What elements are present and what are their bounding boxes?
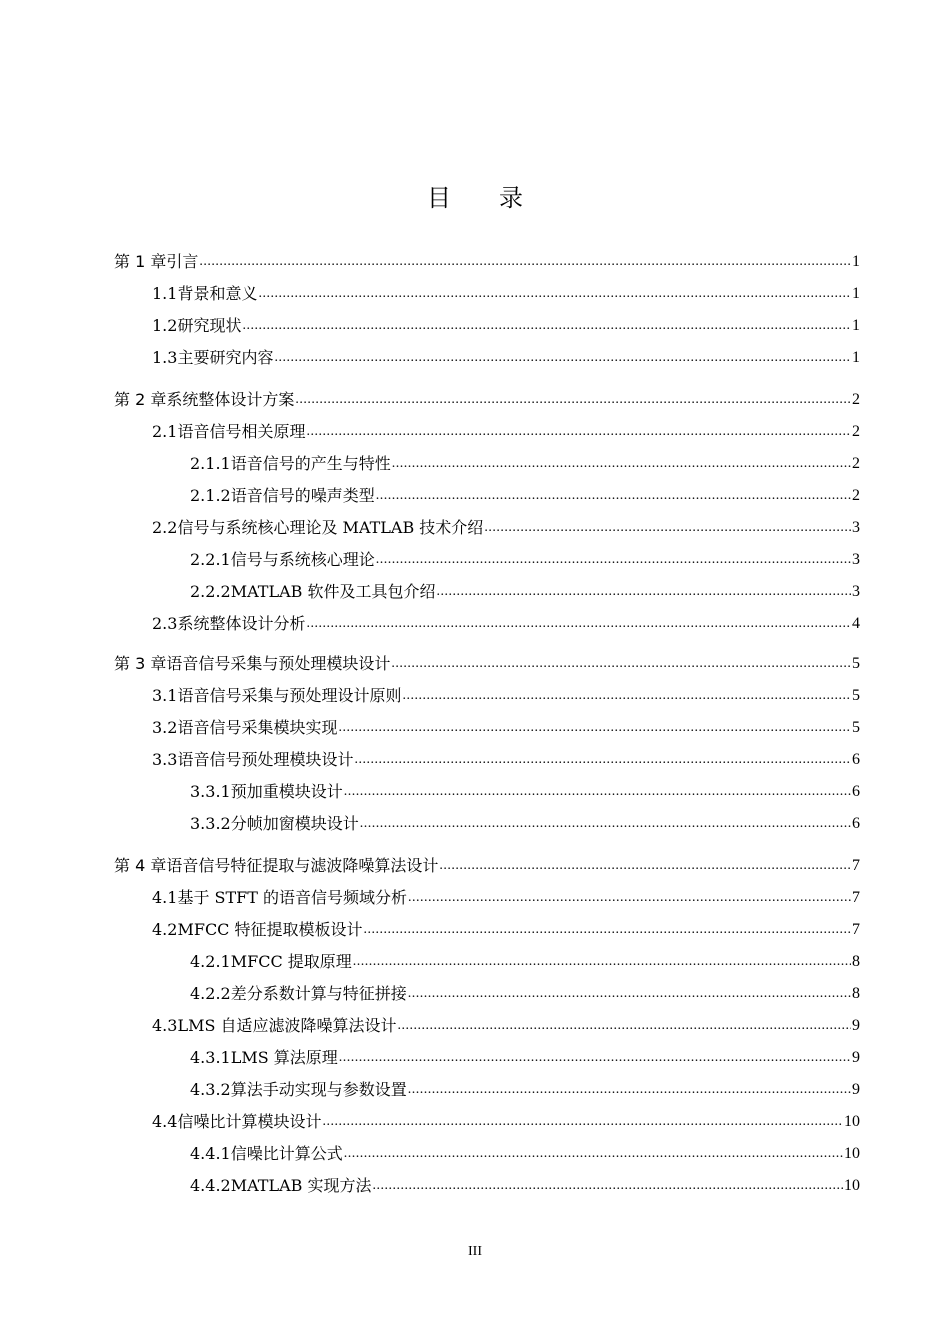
toc-entry-page: 7 <box>852 857 860 874</box>
toc-entry-label: 差分系数计算与特征拼接 <box>230 984 407 1003</box>
toc-entry-page: 5 <box>852 719 860 736</box>
toc-entry-number: 2.1.2 <box>190 486 231 505</box>
toc-entry-number: 4.2.1 <box>190 952 231 971</box>
toc-section-entry[interactable] <box>190 1076 860 1100</box>
toc-section-entry[interactable] <box>190 1140 860 1164</box>
toc-entry-page: 2 <box>852 487 860 504</box>
toc-entry-number: 4.3.2 <box>190 1080 231 1099</box>
toc-entry-number: 第 3 章 <box>114 654 167 673</box>
toc-chapter-entry[interactable] <box>114 248 860 272</box>
toc-dot-leader <box>408 888 851 908</box>
toc-section-entry[interactable] <box>152 610 860 634</box>
toc-entry-page: 3 <box>852 519 860 536</box>
toc-section-entry[interactable] <box>190 450 860 474</box>
toc-entry-page: 10 <box>844 1177 860 1194</box>
toc-entry-page: 9 <box>852 1017 860 1034</box>
toc-entry-page: 1 <box>852 253 860 270</box>
toc-entry-label: 语音信号采集模块实现 <box>177 718 338 737</box>
toc-entry-number: 4.3 <box>152 1016 178 1035</box>
toc-entry-label: MATLAB 实现方法 <box>230 1176 372 1195</box>
toc-entry-label: 信噪比计算公式 <box>230 1144 343 1163</box>
toc-entry-page: 9 <box>852 1049 860 1066</box>
toc-entry-label: MFCC 特征提取模板设计 <box>177 920 363 939</box>
toc-entry-label: 分帧加窗模块设计 <box>230 814 359 833</box>
toc-entry-page: 2 <box>852 423 860 440</box>
toc-entry-page: 7 <box>852 889 860 906</box>
toc-entry-label: 信号与系统核心理论及 MATLAB 技术介绍 <box>177 518 484 537</box>
toc-entry-label: 背景和意义 <box>177 284 258 303</box>
toc-section-entry[interactable] <box>152 884 860 908</box>
toc-entry-label: 信号与系统核心理论 <box>230 550 375 569</box>
toc-section-entry[interactable] <box>190 482 860 506</box>
toc-entry-number: 2.2.2 <box>190 582 231 601</box>
toc-entry-number: 4.4.2 <box>190 1176 231 1195</box>
toc-entry-label: 语音信号相关原理 <box>177 422 306 441</box>
toc-entry-label: 语音信号特征提取与滤波降噪算法设计 <box>166 856 439 875</box>
toc-entry-page: 8 <box>852 953 860 970</box>
toc-dot-leader <box>242 316 851 336</box>
toc-entry-label: MATLAB 软件及工具包介绍 <box>230 582 436 601</box>
toc-entry-page: 1 <box>852 317 860 334</box>
toc-dot-leader <box>344 782 851 802</box>
toc-entry-label: MFCC 提取原理 <box>230 952 352 971</box>
toc-dot-leader <box>391 654 851 674</box>
toc-entry-page: 6 <box>852 783 860 800</box>
toc-entry-number: 3.3.2 <box>190 814 231 833</box>
toc-entry-label: 主要研究内容 <box>177 348 274 367</box>
toc-entry-label: LMS 自适应滤波降噪算法设计 <box>177 1016 397 1035</box>
toc-entry-number: 2.1.1 <box>190 454 231 473</box>
toc-entry-page: 2 <box>852 455 860 472</box>
toc-dot-leader <box>364 920 851 940</box>
toc-entry-number: 3.3 <box>152 750 178 769</box>
toc-section-entry[interactable] <box>152 280 860 304</box>
toc-dot-leader <box>258 284 851 304</box>
toc-entry-page: 1 <box>852 285 860 302</box>
toc-section-entry[interactable] <box>190 546 860 570</box>
toc-entry-number: 4.3.1 <box>190 1048 231 1067</box>
toc-entry-number: 2.2.1 <box>190 550 231 569</box>
toc-section-entry[interactable] <box>190 1044 860 1068</box>
toc-entry-page: 10 <box>844 1145 860 1162</box>
toc-entry-number: 4.1 <box>152 888 178 907</box>
toc-dot-leader <box>408 1080 851 1100</box>
toc-section-entry[interactable] <box>190 578 860 602</box>
toc-section-entry[interactable] <box>152 312 860 336</box>
toc-section-entry[interactable] <box>152 746 860 770</box>
toc-dot-leader <box>306 422 851 442</box>
toc-section-entry[interactable] <box>190 1172 860 1196</box>
toc-dot-leader <box>354 750 851 770</box>
toc-entry-page: 3 <box>852 551 860 568</box>
toc-entry-page: 6 <box>852 815 860 832</box>
toc-entry-number: 4.4 <box>152 1112 178 1131</box>
toc-entry-label: 基于 STFT 的语音信号频域分析 <box>177 888 408 907</box>
toc-entry-page: 2 <box>852 391 860 408</box>
page-number: III <box>468 1244 482 1259</box>
toc-entry-number: 1.2 <box>152 316 178 335</box>
toc-entry-number: 2.1 <box>152 422 178 441</box>
toc-entry-page: 5 <box>852 687 860 704</box>
toc-title-left: 目 <box>427 184 451 212</box>
toc-entry-number: 4.2.2 <box>190 984 231 1003</box>
toc-entry-label: LMS 算法原理 <box>230 1048 338 1067</box>
toc-section-entry[interactable] <box>152 514 860 538</box>
toc-title <box>0 178 950 213</box>
toc-section-entry[interactable] <box>152 1108 860 1132</box>
toc-entry-label: 系统整体设计分析 <box>177 614 306 633</box>
toc-dot-leader <box>199 252 851 272</box>
toc-entry-label: 语音信号采集与预处理模块设计 <box>166 654 391 673</box>
toc-entry-label: 语音信号采集与预处理设计原则 <box>177 686 402 705</box>
toc-entry-label: 语音信号的产生与特性 <box>230 454 391 473</box>
toc-dot-leader <box>439 856 851 876</box>
toc-dot-leader <box>402 686 851 706</box>
toc-dot-leader <box>372 1176 843 1196</box>
toc-section-entry[interactable] <box>152 916 860 940</box>
toc-entry-page: 5 <box>852 655 860 672</box>
toc-section-entry[interactable] <box>190 980 860 1004</box>
toc-section-entry[interactable] <box>190 948 860 972</box>
toc-entry-number: 3.1 <box>152 686 178 705</box>
toc-entry-label: 信噪比计算模块设计 <box>177 1112 322 1131</box>
toc-entry-page: 7 <box>852 921 860 938</box>
toc-entry-number: 第 4 章 <box>114 856 167 875</box>
toc-dot-leader <box>344 1144 843 1164</box>
toc-dot-leader <box>392 454 851 474</box>
toc-section-entry[interactable] <box>152 714 860 738</box>
toc-chapter-entry[interactable] <box>114 650 860 674</box>
toc-dot-leader <box>376 550 851 570</box>
toc-dot-leader <box>338 718 851 738</box>
toc-entry-page: 6 <box>852 751 860 768</box>
toc-dot-leader <box>360 814 851 834</box>
toc-dot-leader <box>408 984 851 1004</box>
toc-section-entry[interactable] <box>152 1012 860 1036</box>
toc-entry-label: 算法手动实现与参数设置 <box>230 1080 407 1099</box>
toc-entry-number: 1.1 <box>152 284 178 303</box>
toc-entry-label: 语音信号的噪声类型 <box>230 486 375 505</box>
toc-section-entry[interactable] <box>152 418 860 442</box>
toc-dot-leader <box>295 390 851 410</box>
toc-section-entry[interactable] <box>190 778 860 802</box>
toc-chapter-entry[interactable] <box>114 852 860 876</box>
toc-entry-label: 语音信号预处理模块设计 <box>177 750 354 769</box>
toc-section-entry[interactable] <box>152 682 860 706</box>
toc-dot-leader <box>339 1048 851 1068</box>
toc-title-right: 录 <box>499 184 523 212</box>
toc-entry-page: 3 <box>852 583 860 600</box>
toc-dot-leader <box>398 1016 851 1036</box>
toc-entry-page: 10 <box>844 1113 860 1130</box>
toc-entry-number: 4.4.1 <box>190 1144 231 1163</box>
toc-entry-number: 2.2 <box>152 518 178 537</box>
toc-entry-page: 1 <box>852 349 860 366</box>
toc-dot-leader <box>484 518 851 538</box>
toc-section-entry[interactable] <box>190 810 860 834</box>
toc-chapter-entry[interactable] <box>114 386 860 410</box>
toc-entry-number: 第 1 章 <box>114 252 167 271</box>
toc-entry-number: 1.3 <box>152 348 178 367</box>
toc-dot-leader <box>436 582 851 602</box>
toc-section-entry[interactable] <box>152 344 860 368</box>
toc-dot-leader <box>376 486 851 506</box>
toc-entry-page: 9 <box>852 1081 860 1098</box>
toc-dot-leader <box>322 1112 843 1132</box>
toc-dot-leader <box>306 614 851 634</box>
toc-entry-number: 2.3 <box>152 614 178 633</box>
toc-dot-leader <box>274 348 851 368</box>
toc-dot-leader <box>353 952 851 972</box>
toc-entry-page: 4 <box>852 615 860 632</box>
toc-entry-number: 3.3.1 <box>190 782 231 801</box>
toc-entry-number: 4.2 <box>152 920 178 939</box>
toc-entry-label: 预加重模块设计 <box>230 782 343 801</box>
toc-entry-page: 8 <box>852 985 860 1002</box>
toc-entry-number: 第 2 章 <box>114 390 167 409</box>
toc-entry-number: 3.2 <box>152 718 178 737</box>
toc-entry-label: 研究现状 <box>177 316 242 335</box>
toc-entry-label: 引言 <box>166 252 199 271</box>
toc-entry-label: 系统整体设计方案 <box>166 390 295 409</box>
